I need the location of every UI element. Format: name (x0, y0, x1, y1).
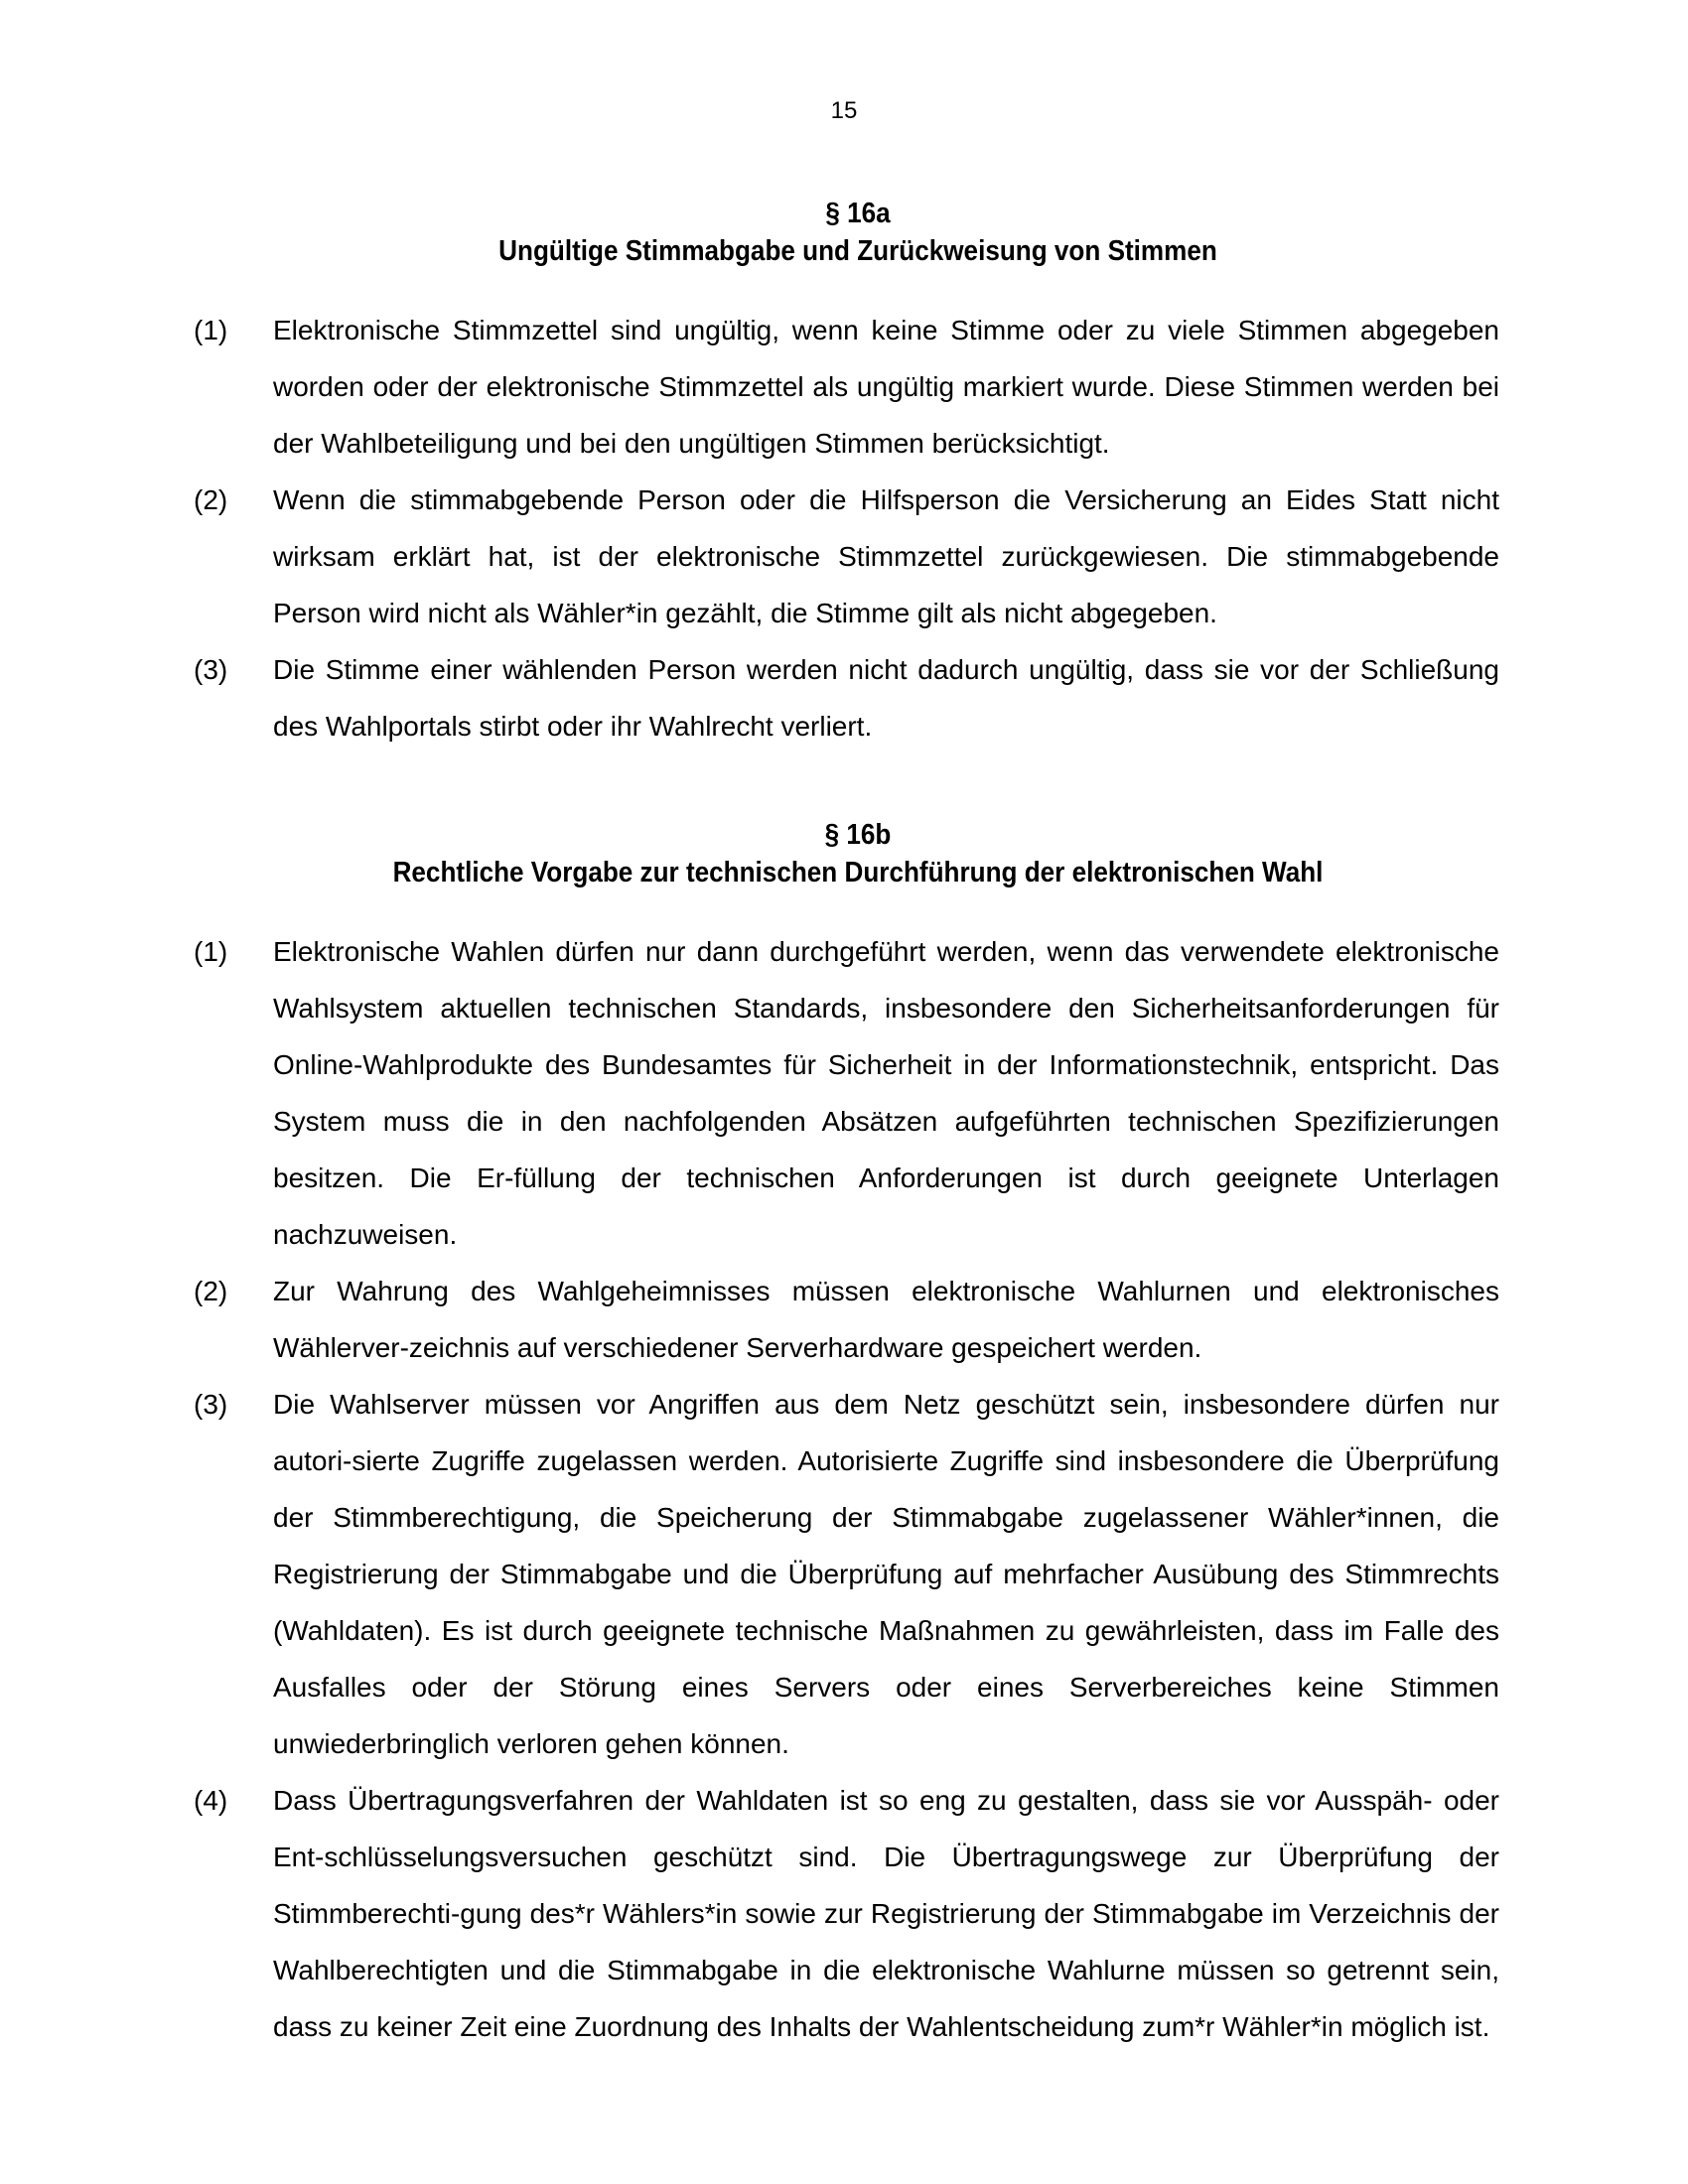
paragraph (189, 641, 1499, 754)
paragraph (189, 1772, 1499, 2055)
paragraph (189, 302, 1499, 472)
paragraph-number: (4) (194, 1785, 228, 1816)
section-16a (189, 195, 1499, 754)
page-number: 15 (830, 97, 858, 124)
paragraph-text: Die Wahlserver müssen vor Angriffen aus dem Netz geschützt sein, insbesondere dürfen nur autori-sierte Zugriffe zugelassen werden. Autorisierte Zugriffe sind insbesondere die Überprüfung der Stimmberechtigung, die Speicherung der Stimmabgabe zugelassener Wähler*innen, die Registrierung der Stimmabgabe und die Überprüfung auf mehrfacher Ausübung des Stimmrechts (Wahldaten). Es ist durch geeignete technische Maßnahmen zu gewährleisten, dass im Falle des Ausfalles oder der Störung eines Servers oder eines Serverbereiches keine Stimmen unwiederbringlich verloren gehen können. (273, 1389, 1499, 1759)
paragraph-list (189, 302, 1499, 754)
section-heading: § 16b (824, 819, 892, 851)
paragraph-text: Elektronische Stimmzettel sind ungültig, wenn keine Stimme oder zu viele Stimmen abgegeben worden oder der elektronische Stimmzettel als ungültig markiert wurde. Diese Stimmen werden bei der Wahlbeteiligung und bei den ungültigen Stimmen berücksichtigt. (273, 315, 1499, 459)
paragraph-number: (1) (194, 315, 228, 345)
paragraph (189, 1263, 1499, 1376)
section-title: Ungültige Stimmabgabe und Zurückweisung von Stimmen (498, 235, 1217, 267)
paragraph-text: Dass Übertragungsverfahren der Wahldaten ist so eng zu gestalten, dass sie vor Ausspäh- oder Ent-schlüsselungsversuchen geschützt sind. Die Übertragungswege zur Überprüfung der Stimmberechti-gung des*r Wählers*in sowie zur Registrierung der Stimmabgabe im Verzeichnis der Wahlberechtigten und die Stimmabgabe in die elektronische Wahlurne müssen so getrennt sein, dass zu keiner Zeit eine Zuordnung des Inhalts der Wahlentscheidung zum*r Wähler*in möglich ist. (273, 1785, 1499, 2042)
paragraph-list (189, 923, 1499, 2055)
paragraph-number: (3) (194, 1389, 228, 1420)
paragraph-text: Elektronische Wahlen dürfen nur dann durchgeführt werden, wenn das verwendete elektronische Wahlsystem aktuellen technischen Standards, insbesondere den Sicherheitsanforderungen für Online-Wahlprodukte des Bundesamtes für Sicherheit in der Informationstechnik, entspricht. Das System muss die in den nachfolgenden Absätzen aufgeführten technischen Spezifizierungen besitzen. Die Er-füllung der technischen Anforderungen ist durch geeignete Unterlagen nachzuweisen. (273, 936, 1499, 1250)
paragraph (189, 472, 1499, 641)
paragraph-number: (2) (194, 484, 228, 515)
paragraph (189, 923, 1499, 1263)
paragraph (189, 1376, 1499, 1772)
paragraph-number: (2) (194, 1276, 228, 1306)
section-title: Rechtliche Vorgabe zur technischen Durchführung der elektronischen Wahl (392, 857, 1324, 888)
paragraph-text: Zur Wahrung des Wahlgeheimnisses müssen elektronische Wahlurnen und elektronisches Wählerver-zeichnis auf verschiedener Serverhardware gespeichert werden. (273, 1276, 1499, 1363)
paragraph-text: Wenn die stimmabgebende Person oder die Hilfsperson die Versicherung an Eides Statt nicht wirksam erklärt hat, ist der elektronische Stimmzettel zurückgewiesen. Die stimmabgebende Person wird nicht als Wähler*in gezählt, die Stimme gilt als nicht abgegeben. (273, 484, 1499, 628)
paragraph-number: (1) (194, 936, 228, 967)
paragraph-text: Die Stimme einer wählenden Person werden nicht dadurch ungültig, dass sie vor der Schließung des Wahlportals stirbt oder ihr Wahlrecht verliert. (273, 654, 1499, 742)
paragraph-number: (3) (194, 654, 228, 685)
section-heading: § 16a (825, 198, 891, 229)
section-16b (189, 816, 1499, 2055)
